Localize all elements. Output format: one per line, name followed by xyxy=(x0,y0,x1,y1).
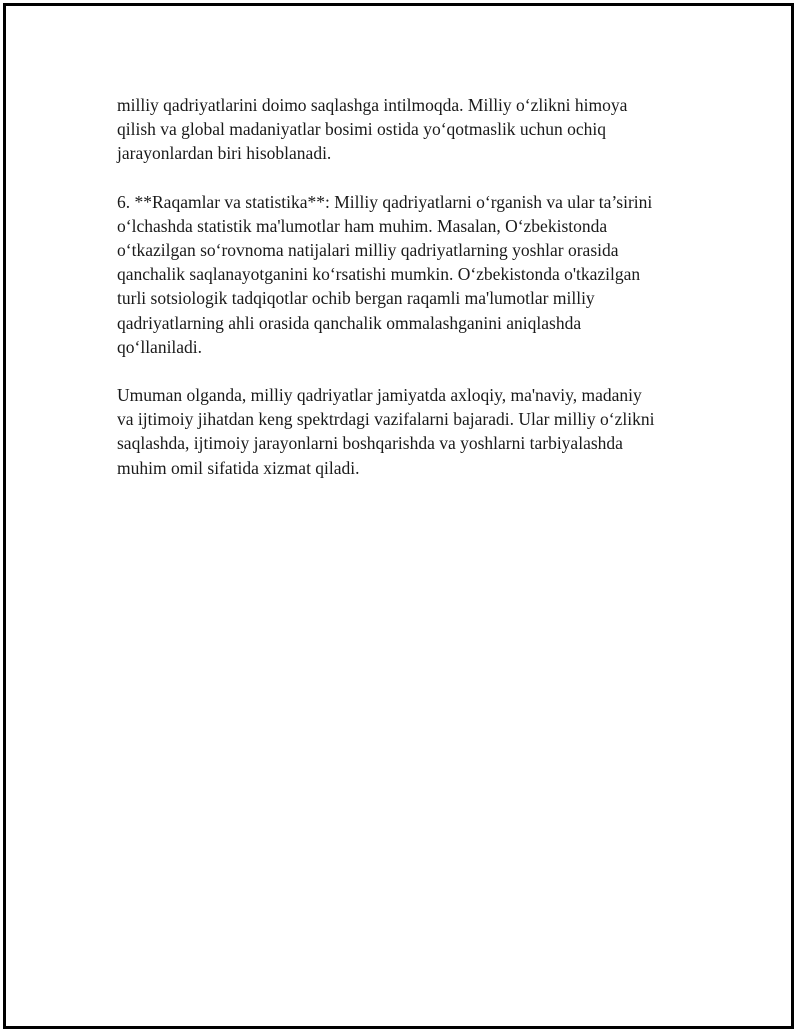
document-body xyxy=(117,93,697,504)
paragraph-conclusion xyxy=(117,383,697,480)
paragraph-statistics xyxy=(117,190,697,359)
text-line: o‘tkazilgan so‘rovnoma natijalari milliy qadriyatlarning yoshlar orasida xyxy=(117,240,619,261)
text-line: qadriyatlarning ahli orasida qanchalik ommalashganini aniqlashda xyxy=(117,312,582,333)
paragraph-continuation xyxy=(117,93,697,166)
text-line: qanchalik saqlanayotganini ko‘rsatishi mumkin. O‘zbekistonda o'tkazilgan xyxy=(117,264,641,285)
text-line: va ijtimoiy jihatdan keng spektrdagi vazifalarni bajaradi. Ular milliy o‘zlikni xyxy=(117,409,655,430)
text-line: saqlashda, ijtimoiy jarayonlarni boshqarishda va yoshlarni tarbiyalashda xyxy=(117,433,623,454)
text-line: 6. **Raqamlar va statistika**: Milliy qadriyatlarni o‘rganish va ular ta’sirini xyxy=(117,191,653,212)
text-line: qo‘llaniladi. xyxy=(117,336,203,357)
text-line: milliy qadriyatlarini doimo saqlashga intilmoqda. Milliy o‘zlikni himoya xyxy=(117,95,628,115)
text-line: qilish va global madaniyatlar bosimi ostida yo‘qotmaslik uchun ochiq xyxy=(117,119,606,140)
text-line: muhim omil sifatida xizmat qiladi. xyxy=(117,457,360,478)
text-line: turli sotsiologik tadqiqotlar ochib bergan raqamli ma'lumotlar milliy xyxy=(117,288,595,309)
text-line: jarayonlardan biri hisoblanadi. xyxy=(117,143,332,164)
text-line: Umuman olganda, milliy qadriyatlar jamiyatda axloqiy, ma'naviy, madaniy xyxy=(117,385,642,406)
text-line: o‘lchashda statistik ma'lumotlar ham muhim. Masalan, O‘zbekistonda xyxy=(117,215,608,236)
